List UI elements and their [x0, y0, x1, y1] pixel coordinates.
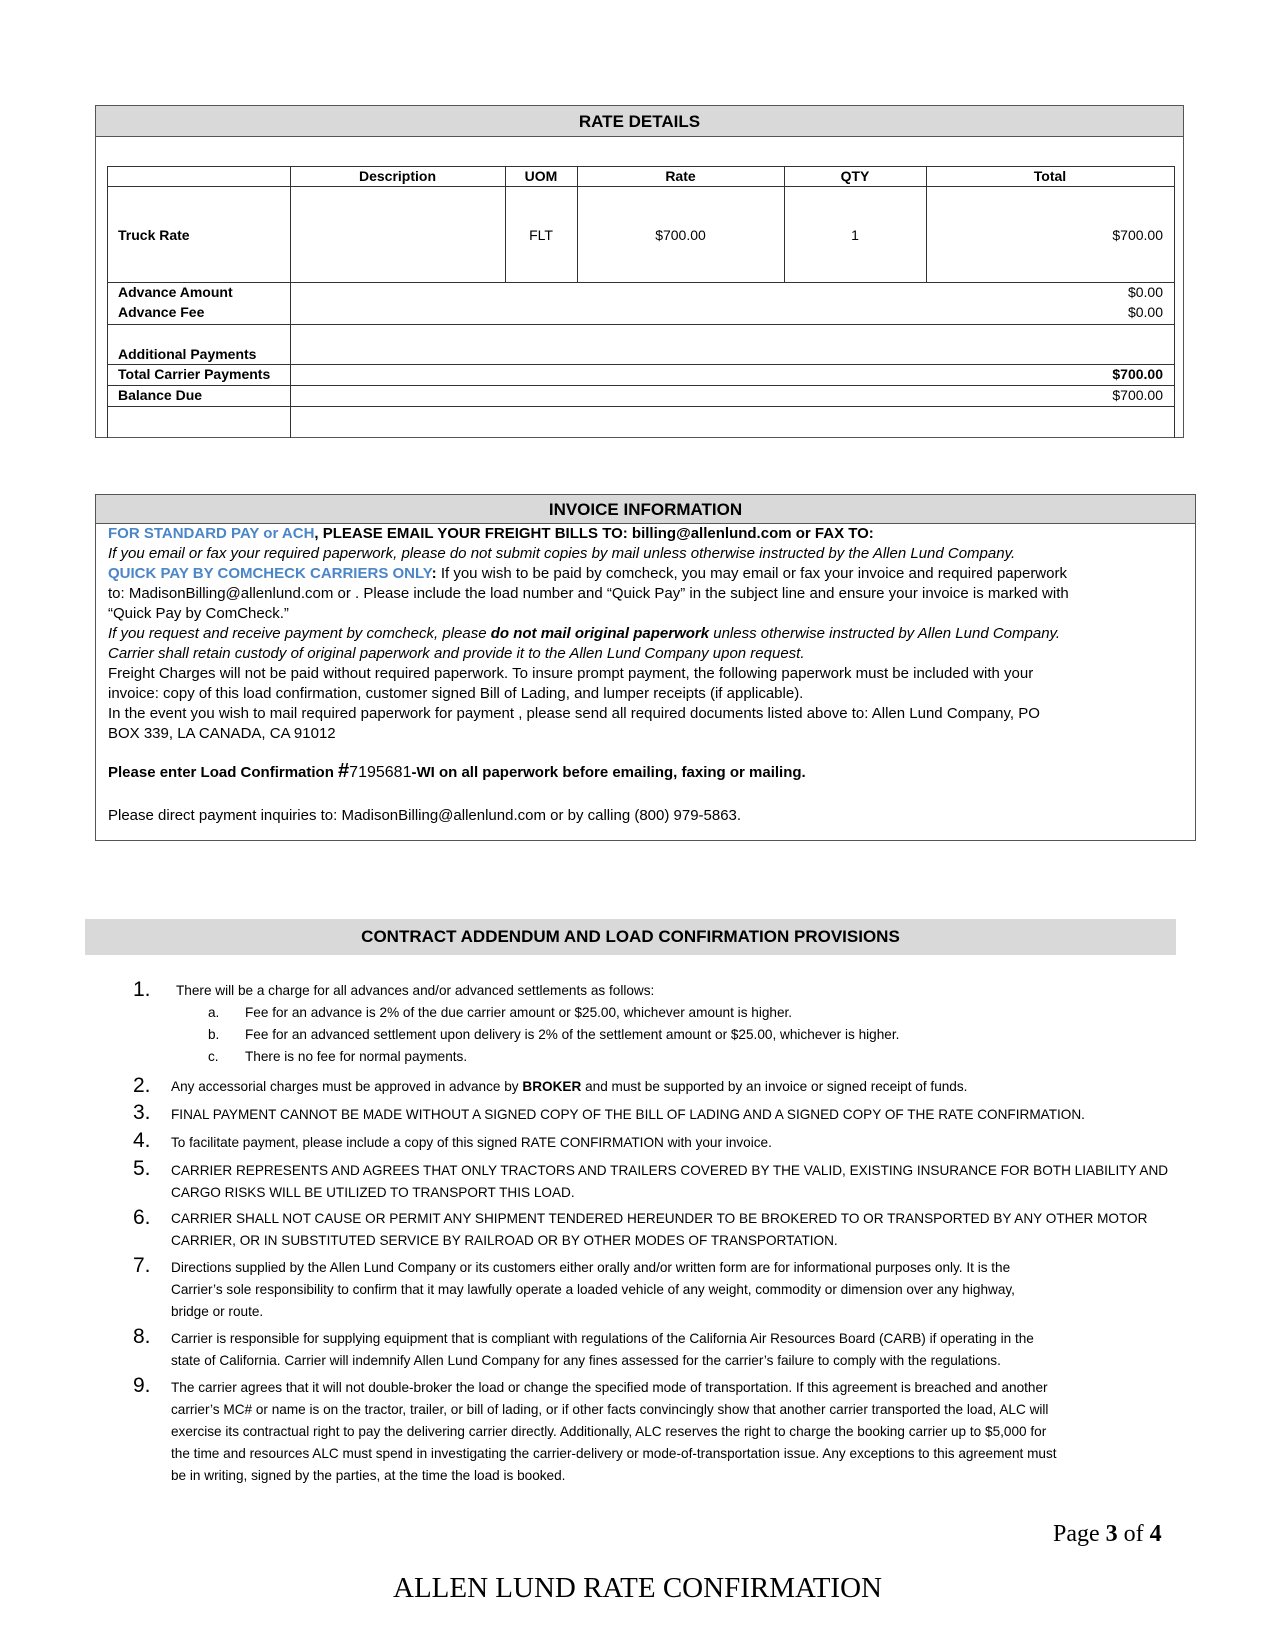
invoice-line-8: Freight Charges will not be paid without required paperwork. To insure prompt payment, the following paperwork must be included with your — [108, 665, 1034, 682]
invoice-line-1 — [108, 524, 874, 544]
load-confirmation-suffix: -WI on all paperwork before emailing, faxing or mailing. — [411, 764, 806, 781]
provision-number: 7. — [133, 1254, 151, 1277]
col-header-qty: QTY — [840, 168, 870, 184]
payment-inquiries-line: Please direct payment inquiries to: MadisonBilling@allenlund.com or by calling (800) 979-5863. — [108, 807, 742, 824]
provision-number: 4. — [133, 1129, 151, 1152]
page-of: of — [1117, 1521, 1150, 1547]
load-confirmation-line — [108, 761, 806, 783]
provision-2-line-1 — [171, 1076, 967, 1098]
provision-9-line-2: carrier’s MC# or name is on the tractor, trailer, or bill of lading, or if other facts convincingly show that another carrier transported the load, ALC will — [171, 1402, 1049, 1417]
invoice-line-11: BOX 339, LA CANADA, CA 91012 — [108, 725, 336, 742]
invoice-line-10: In the event you wish to mail required paperwork for payment , please send all required documents listed above to: Allen Lund Company, PO — [108, 705, 1040, 722]
provision-9-line-1: The carrier agrees that it will not double-broker the load or change the specified mode of transportation. If this agreement is breached and another — [171, 1380, 1048, 1395]
provision-9-line-4: the time and resources ALC must spend in investigating the carrier-delivery or mode-of-transportation issue. Any exceptions to this agreement must — [171, 1446, 1057, 1461]
provision-5-line-1: CARRIER REPRESENTS AND AGREES THAT ONLY TRACTORS AND TRAILERS COVERED BY THE VALID, EXISTING INSURANCE FOR BOTH LIABILITY AND — [171, 1163, 1169, 1178]
total-carrier-payments-label: Total Carrier Payments — [118, 366, 271, 382]
quick-pay-text: If you wish to be paid by comcheck, you may email or fax your invoice and required paperwork — [436, 565, 1067, 582]
provision-8-line-2: state of California. Carrier will indemnify Allen Lund Company for any fines assessed for the carrier’s failure to comply with the regulations. — [171, 1353, 1001, 1368]
truck-rate-rate: $700.00 — [655, 227, 706, 243]
provision-number: 5. — [133, 1157, 151, 1180]
rate-details-title: RATE DETAILS — [96, 106, 1183, 137]
load-confirmation-hash: # — [338, 760, 350, 782]
invoice-line-2: If you email or fax your required paperwork, please do not submit copies by mail unless otherwise instructed by the Allen Lund Company. — [108, 545, 1016, 562]
invoice-line-6 — [108, 624, 1060, 644]
load-confirmation-prefix: Please enter Load Confirmation — [108, 764, 339, 781]
sub-item-letter: c. — [208, 1049, 219, 1064]
billing-email-text: , PLEASE EMAIL YOUR FREIGHT BILLS TO: billing@allenlund.com or FAX TO: — [314, 525, 874, 542]
total-carrier-payments-value: $700.00 — [1112, 366, 1163, 382]
col-header-uom: UOM — [524, 168, 558, 184]
col-header-total: Total — [1033, 168, 1067, 184]
provision-2-text-c: and must be supported by an invoice or signed receipt of funds. — [581, 1079, 968, 1094]
truck-rate-label: Truck Rate — [118, 227, 190, 243]
invoice-line-7: Carrier shall retain custody of original paperwork and provide it to the Allen Lund Company upon request. — [108, 645, 805, 662]
provision-number: 1. — [133, 978, 151, 1001]
comcheck-note-b: do not mail original paperwork — [490, 625, 710, 642]
contract-addendum-title: CONTRACT ADDENDUM AND LOAD CONFIRMATION PROVISIONS — [85, 919, 1176, 955]
comcheck-note-c: unless otherwise instructed by Allen Lund Company. — [709, 625, 1061, 642]
truck-rate-total: $700.00 — [1112, 227, 1163, 243]
provision-2-broker: BROKER — [522, 1079, 582, 1094]
invoice-line-4: to: MadisonBilling@allenlund.com or . Please include the load number and “Quick Pay” in the subject line and ensure your invoice is marked with — [108, 585, 1069, 602]
provision-5-line-2: CARGO RISKS WILL BE UTILIZED TO TRANSPORT THIS LOAD. — [171, 1185, 575, 1200]
truck-rate-uom: FLT — [529, 227, 553, 243]
standard-pay-label: FOR STANDARD PAY or ACH — [108, 525, 315, 542]
advance-amount-label: Advance Amount — [118, 284, 233, 300]
provision-6-line-2: CARRIER, OR IN SUBSTITUTED SERVICE BY RAILROAD OR BY OTHER MODES OF TRANSPORTATION. — [171, 1233, 838, 1248]
invoice-information-section — [95, 494, 1196, 841]
provision-6-line-1: CARRIER SHALL NOT CAUSE OR PERMIT ANY SHIPMENT TENDERED HEREUNDER TO BE BROKERED TO OR TRANSPORTED BY ANY OTHER MOTOR — [171, 1211, 1148, 1226]
balance-due-value: $700.00 — [1112, 387, 1163, 403]
advance-fee-label: Advance Fee — [118, 304, 205, 320]
provision-4-line-1: To facilitate payment, please include a copy of this signed RATE CONFIRMATION with your invoice. — [171, 1135, 772, 1150]
quick-pay-label: QUICK PAY BY COMCHECK CARRIERS ONLY — [108, 565, 432, 582]
provision-number: 6. — [133, 1206, 151, 1229]
advance-fee-value: $0.00 — [1127, 304, 1163, 320]
sub-item-letter: b. — [208, 1027, 220, 1042]
load-confirmation-number: 7195681 — [349, 764, 412, 781]
provision-3-line-1: FINAL PAYMENT CANNOT BE MADE WITHOUT A SIGNED COPY OF THE BILL OF LADING AND A SIGNED COPY OF THE RATE CONFIRMATION. — [171, 1107, 1085, 1122]
quick-pay-colon: : — [431, 565, 437, 582]
provision-1-line-1: There will be a charge for all advances and/or advanced settlements as follows: — [176, 983, 655, 998]
sub-item-text: Fee for an advance is 2% of the due carrier amount or $25.00, whichever amount is higher. — [245, 1005, 793, 1020]
page-current: 3 — [1105, 1521, 1118, 1547]
provision-number: 2. — [133, 1074, 151, 1097]
additional-payments-label: Additional Payments — [118, 346, 257, 362]
provision-number: 9. — [133, 1374, 151, 1397]
truck-rate-qty: 1 — [851, 227, 859, 243]
balance-due-label: Balance Due — [118, 387, 203, 403]
provision-7-line-2: Carrier’s sole responsibility to confirm that it may lawfully operate a loaded vehicle of any weight, commodity or dimension over any highway, — [171, 1282, 1015, 1297]
invoice-information-title: INVOICE INFORMATION — [96, 495, 1195, 524]
invoice-line-5: “Quick Pay by ComCheck.” — [108, 605, 289, 622]
sub-item-text: Fee for an advanced settlement upon delivery is 2% of the settlement amount or $25.00, whichever is higher. — [245, 1027, 900, 1042]
invoice-line-3 — [108, 564, 1067, 584]
page-number — [1053, 1521, 1162, 1548]
invoice-line-9: invoice: copy of this load confirmation, customer signed Bill of Lading, and lumper receipts (if applicable). — [108, 685, 804, 702]
rate-details-section — [95, 105, 1184, 438]
page-prefix: Page — [1053, 1521, 1106, 1547]
col-header-rate: Rate — [665, 168, 696, 184]
comcheck-note-a: If you request and receive payment by comcheck, please — [108, 625, 491, 642]
document-footer-title: ALLEN LUND RATE CONFIRMATION — [393, 1572, 882, 1604]
provision-9-line-5: be in writing, signed by the parties, at the time the load is booked. — [171, 1468, 566, 1483]
sub-item-letter: a. — [208, 1005, 220, 1020]
provision-9-line-3: exercise its contractual right to pay the delivering carrier directly. Additionally, ALC reserves the right to charge the booking carrier up to $5,000 for — [171, 1424, 1047, 1439]
provision-2-text-a: Any accessorial charges must be approved in advance by — [171, 1079, 523, 1094]
col-header-description: Description — [358, 168, 436, 184]
page-total: 4 — [1149, 1521, 1162, 1547]
provision-number: 8. — [133, 1325, 151, 1348]
provision-7-line-1: Directions supplied by the Allen Lund Company or its customers either orally and/or written form are for informational purposes only. It is the — [171, 1260, 1011, 1275]
provision-8-line-1: Carrier is responsible for supplying equipment that is compliant with regulations of the California Air Resources Board (CARB) if operating in the — [171, 1331, 1034, 1346]
rate-table — [107, 166, 1174, 438]
sub-item-text: There is no fee for normal payments. — [245, 1049, 468, 1064]
provision-number: 3. — [133, 1101, 151, 1124]
provision-7-line-3: bridge or route. — [171, 1304, 264, 1319]
advance-amount-value: $0.00 — [1127, 284, 1163, 300]
